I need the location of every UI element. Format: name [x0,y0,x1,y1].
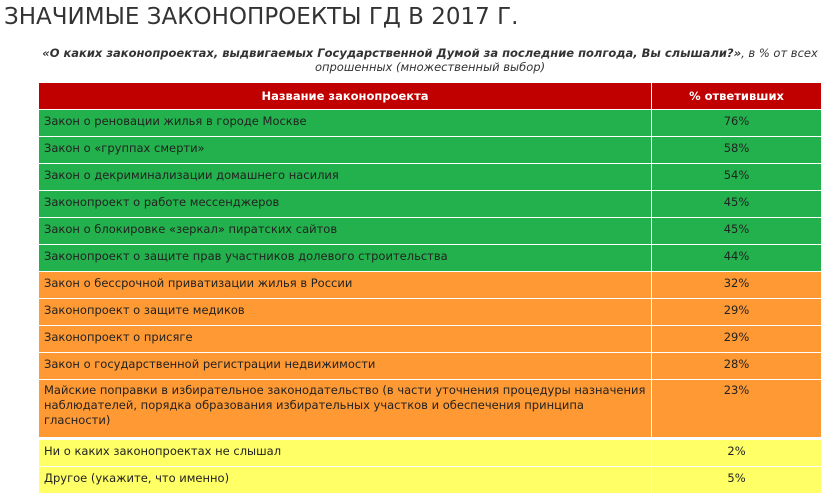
bill-name: Закон о бессрочной приватизации жилья в России [39,272,652,299]
bill-name: Закон о «группах смерти» [39,137,652,164]
table-row [39,380,822,438]
column-header-percent: % ответивших [652,83,822,110]
bill-percent: 23% [652,380,822,438]
table-row [39,440,822,467]
bill-name: Закон о блокировке «зеркал» пиратских сайтов [39,218,652,245]
bill-percent: 58% [652,137,822,164]
bill-name: Закон о государственной регистрации недвижимости [39,353,652,380]
table-row [39,191,822,218]
table-row [39,164,822,191]
bill-percent: 5% [652,467,822,494]
question-text: «О каких законопроектах, выдвигаемых Государственной Думой за последние полгода, Вы слышали?» [42,46,742,60]
table-header-row [39,83,822,110]
table-row [39,299,822,326]
bill-percent: 45% [652,191,822,218]
bill-name: Закон о декриминализации домашнего насилия [39,164,652,191]
bill-name: Законопроект о работе мессенджеров [39,191,652,218]
bill-percent: 32% [652,272,822,299]
bill-percent: 76% [652,110,822,137]
table-row [39,110,822,137]
bill-name: Ни о каких законопроектах не слышал [39,440,652,467]
bill-name: Законопроект о присяге [39,326,652,353]
column-header-name: Название законопроекта [39,83,652,110]
question-note: , в % от всех опрошенных (множественный выбор) [314,46,818,74]
bill-name: Другое (укажите, что именно) [39,467,652,494]
bill-percent: 28% [652,353,822,380]
survey-question [40,46,820,74]
bill-percent: 29% [652,326,822,353]
table-row [39,218,822,245]
table-body [39,110,822,494]
bill-name: Законопроект о защите прав участников долевого строительства [39,245,652,272]
bill-percent: 45% [652,218,822,245]
bill-name: Законопроект о защите медиков [39,299,652,326]
bill-percent: 29% [652,299,822,326]
bill-name: Закон о реновации жилья в городе Москве [39,110,652,137]
table-row [39,467,822,494]
bill-name: Майские поправки в избирательное законодательство (в части уточнения процедуры назначения наблюдателей, порядка образования избирательных участков и обеспечения принципа гласности) [39,380,652,438]
table-row [39,353,822,380]
bill-percent: 44% [652,245,822,272]
bill-percent: 2% [652,440,822,467]
table-row [39,272,822,299]
bill-percent: 54% [652,164,822,191]
page-title: ЗНАЧИМЫЕ ЗАКОНОПРОЕКТЫ ГД В 2017 Г. [4,4,519,30]
table-row [39,137,822,164]
bills-table [38,82,822,494]
table-row [39,245,822,272]
table-row [39,326,822,353]
